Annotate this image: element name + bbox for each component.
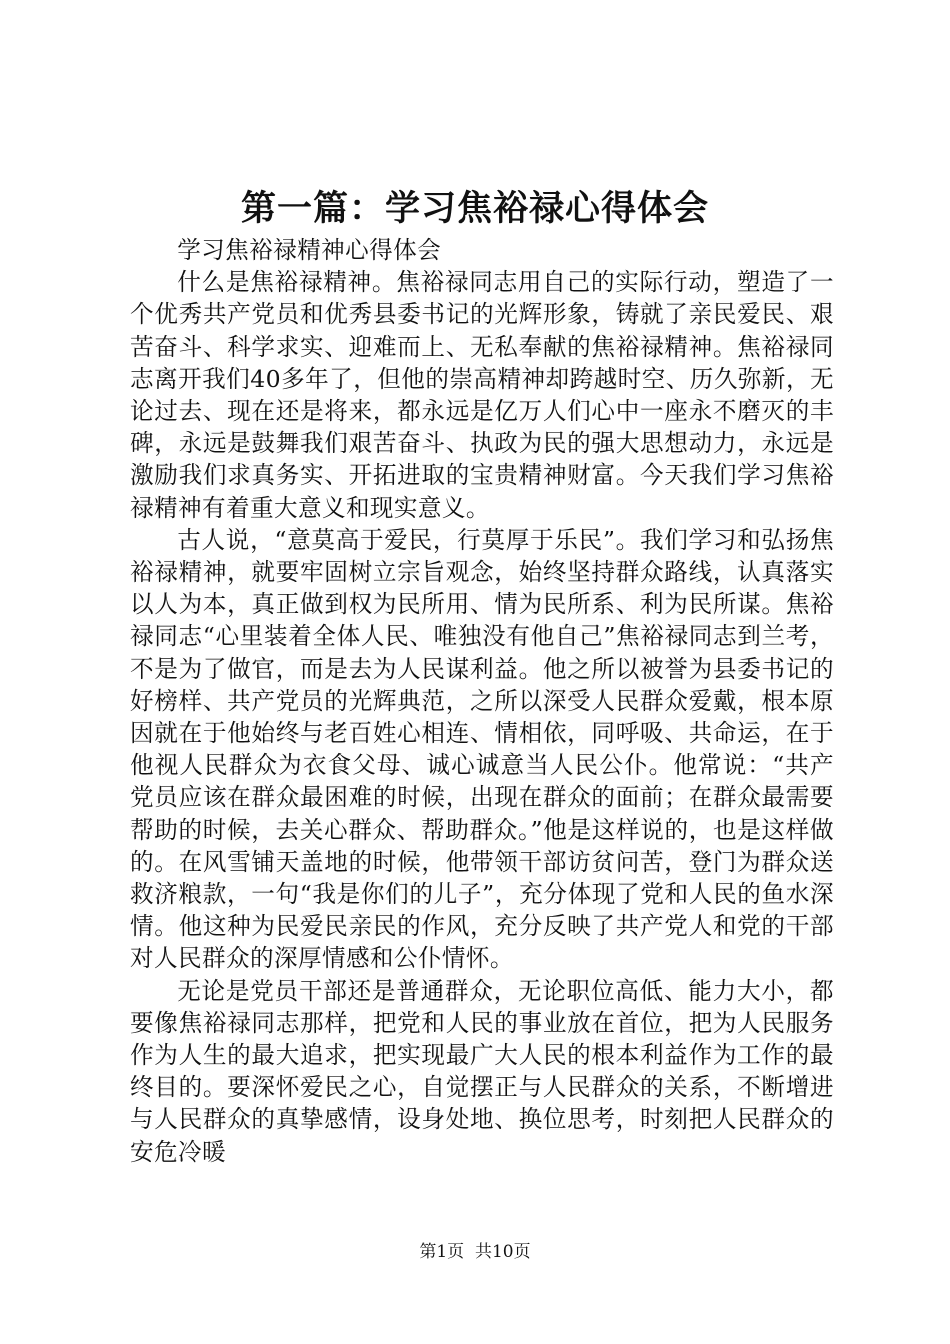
document-title: 第一篇：学习焦裕禄心得体会 — [240, 188, 709, 229]
page-footer — [0, 1240, 950, 1264]
document-body — [130, 234, 834, 1168]
paragraph-1: 什么是焦裕禄精神。焦裕禄同志用自己的实际行动，塑造了一个优秀共产党员和优秀县委书记的光辉形象，铸就了亲民爱民、艰苦奋斗、科学求实、迎难而上、无私奉献的焦裕禄精神。焦裕禄同志离开我们40多年了，但他的崇高精神却跨越时空、历久弥新，无论过去、现在还是将来，都永远是亿万人们心中一座永不磨灭的丰碑，永远是鼓舞我们艰苦奋斗、执政为民的强大思想动力，永远是激励我们求真务实、开拓进取的宝贵精神财富。今天我们学习焦裕禄精神有着重大意义和现实意义。 — [130, 268, 834, 522]
paragraph-2: 古人说，“意莫高于爱民，行莫厚于乐民”。我们学习和弘扬焦裕禄精神，就要牢固树立宗旨观念，始终坚持群众路线，认真落实以人为本，真正做到权为民所用、情为民所系、利为民所谋。焦裕禄同志“心里装着全体人民、唯独没有他自己”焦裕禄同志到兰考，不是为了做官，而是去为人民谋利益。他之所以被誉为县委书记的好榜样、共产党员的光辉典范，之所以深受人民群众爱戴，根本原因就在于他始终与老百姓心相连、情相依，同呼吸、共命运，在于他视人民群众为衣食父母、诚心诚意当人民公仆。他常说：“共产党员应该在群众最困难的时候，出现在群众的面前；在群众最需要帮助的时候，去关心群众、帮助群众。”他是这样说的，也是这样做的。在风雪铺天盖地的时候，他带领干部访贫问苦，登门为群众送救济粮款，一句“我是你们的儿子”，充分体现了党和人民的鱼水深情。他这种为民爱民亲民的作风，充分反映了共产党人和党的干部对人民群众的深厚情感和公仆情怀。 — [130, 525, 834, 973]
paragraph-3: 无论是党员干部还是普通群众，无论职位高低、能力大小，都要像焦裕禄同志那样，把党和人民的事业放在首位，把为人民服务作为人生的最大追求，把实现最广大人民的根本利益作为工作的最终目的。要深怀爱民之心，自觉摆正与人民群众的关系，不断增进与人民群众的真挚感情，设身处地、换位思考，时刻把人民群众的安危冷暖 — [130, 976, 834, 1166]
page-number: 第1页 共10页 — [419, 1242, 531, 1262]
document-subtitle: 学习焦裕禄精神心得体会 — [177, 236, 442, 264]
